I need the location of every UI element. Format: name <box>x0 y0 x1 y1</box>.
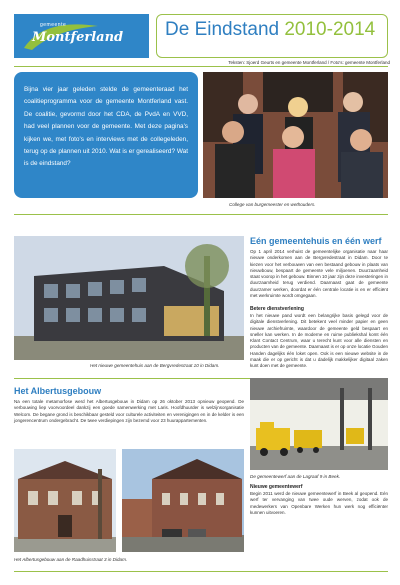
albertus-paragraph: Na een totale metamorfose werd het Albertusgebouw in Didam op 26 oktober 2013 opnieuw geopend. De verbouwing liep voorvoordeel dankzij een goede samenwerking met Laris. Hoofdhuurder is welzijnsorganisatie Welcom. De begane grond is beschikbaar gesteld voor culturele activiteiten en verenigingen en in de kelder is een jongerencentrum ondergebracht. De twee verdiepingen zijn bezemd voor 23 huurappartementen. <box>14 399 244 423</box>
gemeentehuis-paragraph-2: In het nieuwe pand wordt een belangrijke basis gelegd voor de digitale dienstverlening. Dit betekent veel minder papier en geen nieuwe archiefruimte, waardoor de gemeente geld bespaart en sneller kan werken. In de moderne en ruime publiekshal komt één Klant Contact Centrum, waar u terecht kunt voor alle diensten en producten van de gemeente. Daarnaast is er op onze locatie Gouden Handen dagelijks één loket open. Ook is een nieuwe website in de maak die er op gericht is dat u dadelijk makkelijker digitaal zaken kunt doen met de gemeente. <box>250 313 388 369</box>
gemeentehuis-heading: Eén gemeentehuis en één werf <box>250 236 382 246</box>
albertus-photo-front <box>14 449 116 552</box>
werf-photo <box>250 378 388 470</box>
title-part-2: 2010-2014 <box>284 19 376 40</box>
gemeentehuis-caption: Het nieuwe gemeentehuis aan de Bergvredestraat 10 in Didam. <box>90 363 220 368</box>
werf-subheading: Nieuwe gemeentewerf <box>250 484 303 490</box>
albertus-caption: Het Albertusgebouw aan de Raadhuisstraat 3 in Didam. <box>14 557 128 562</box>
logo-name: Montferland <box>32 30 124 45</box>
college-photo-caption: College van burgemeester en wethouders. <box>229 202 316 207</box>
divider <box>14 66 388 67</box>
intro-box <box>14 72 198 198</box>
gemeentehuis-paragraph-1: Op 1 april 2014 verhuist de gemeentelijke organisatie naar haar nieuwe onderkomen aan de Bergvredestraat in Didam. Door te kiezen voor het verbouwen van een bestaand gebouw in plaats van nieuwbouw, bespaart de gemeente vele miljoenen. Duurzaamheid staat voorop in het gebouw. Binnen 10 jaar zijn deze investeringen in duurzaamheid terug verdiend. Daarnaast gaat de gemeente duurzamer werken, doordat er één centrale locatie is en er efficiënt met werkruimte wordt omgegaan. <box>250 249 388 299</box>
divider <box>14 571 388 572</box>
gemeente-logo <box>14 14 149 58</box>
gemeentehuis-photo <box>14 236 244 360</box>
college-photo <box>203 72 388 198</box>
albertus-heading: Het Albertusgebouw <box>14 386 102 396</box>
albertus-photo-side <box>122 449 244 552</box>
credits-line: Teksten: Sjoerd Geurts en gemeente Montferland / Foto's: gemeente Montferland <box>228 60 390 65</box>
dienstverlening-subheading: Betere dienstverlening <box>250 306 304 312</box>
page-title-box <box>156 14 388 58</box>
werf-caption: De gemeentewerf aan de Lagraaf 9 in Beek. <box>250 474 341 479</box>
werf-paragraph: Begin 2011 werd de nieuwe gemeentewerf in Beek al geopend. Eén werf ter vervanging van twee oude werven, zodat ook de medewerkers van Openbare Werken hun werk nog efficiënter kunnen uitvoeren. <box>250 491 388 515</box>
page-title <box>165 19 375 41</box>
intro-text: Bijna vier jaar geleden stelde de gemeenteraad het coalitieprogramma voor de gemeente Montferland vast. De coalitie, gevormd door het CDA, de PvdA en VVD, had veel plannen voor de gemeente. Met deze pagina's kijken we, met foto's en interviews met de collegeleden, terug op de plannen uit 2010. Wat is er gerealiseerd? Wat is de eindstand? <box>24 86 188 168</box>
title-part-1: De Eindstand <box>165 19 280 40</box>
logo-small-text: gemeente <box>40 22 67 28</box>
divider <box>14 214 388 215</box>
